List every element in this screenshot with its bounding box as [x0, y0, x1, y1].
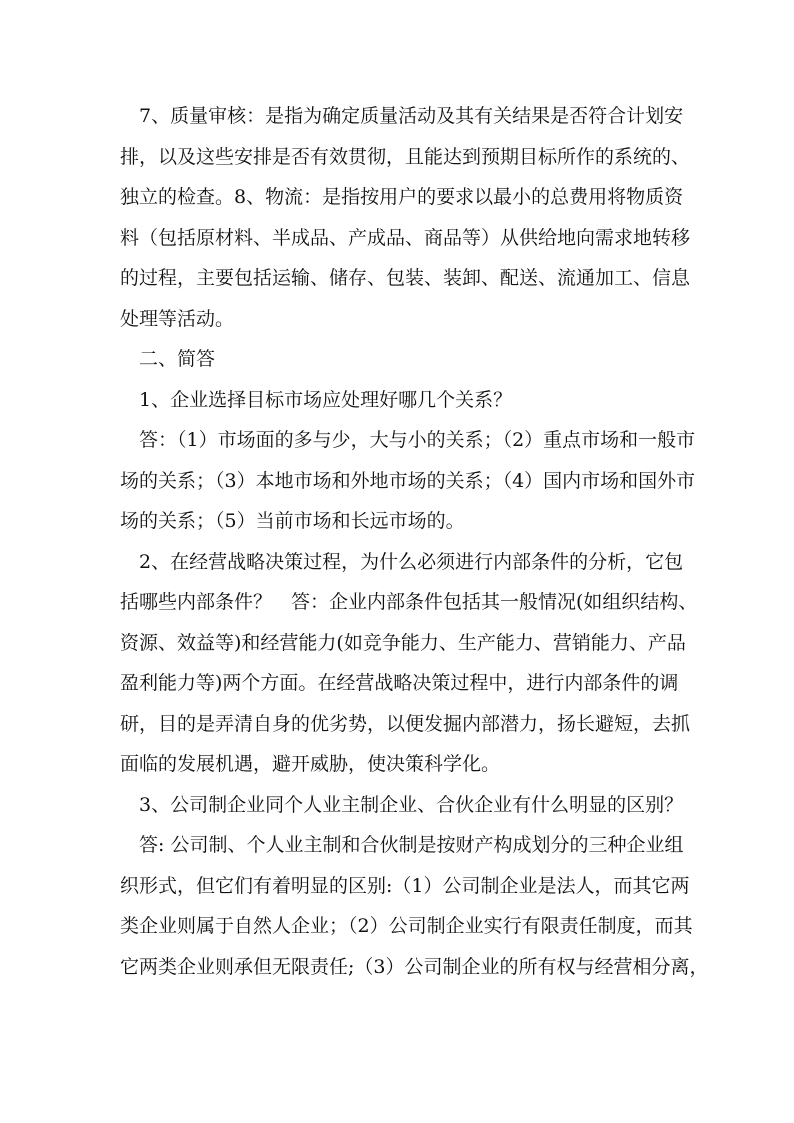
answer-3-line-2: 织形式，但它们有着明显的区别:（1）公司制企业是法人，而其它两 [120, 874, 690, 897]
question-3: 3、公司制企业同个人业主制企业、合伙企业有什么明显的区别？ [120, 793, 684, 816]
answer-2-line-4: 研，目的是弄清自身的优劣势，以便发掘内部潜力，扬长避短，去抓 [120, 712, 691, 735]
definition-logistics-line-1: 独立的检查。8、物流：是指按用户的要求以最小的总费用将物质资 [120, 186, 684, 208]
answer-1-line-1: 答：（1）市场面的多与少，大与小的关系；（2）重点市场和一般市 [120, 429, 696, 451]
question-2-line-1: 2、在经营战略决策过程，为什么必须进行内部条件的分析，它包 [120, 550, 684, 573]
answer-3-line-1: 答: 公司制、个人业主制和合伙制是按财产构成划分的三种企业组 [120, 834, 684, 856]
definition-logistics-line-3: 的过程，主要包括运输、储存、包装、装卸、配送、流通加工、信息 [120, 267, 691, 289]
answer-2-line-3: 盈利能力等)两个方面。在经营战略决策过程中，进行内部条件的调 [120, 672, 679, 694]
answer-1-line-3: 场的关系；（5）当前市场和长远市场的。 [120, 510, 465, 532]
question-1: 1、企业选择目标市场应处理好哪几个关系？ [120, 388, 513, 411]
definition-quality-audit-line-2: 排，以及这些安排是否有效贯彻，且能达到预期目标所作的系统的、 [120, 145, 691, 168]
section-heading-short-answer: 二、简答 [120, 348, 216, 370]
answer-1-line-2: 场的关系；（3）本地市场和外地市场的关系；（4）国内市场和国外市 [120, 469, 696, 492]
definition-logistics-line-2: 料（包括原材料、半成品、产成品、商品等）从供给地向需求地转移 [120, 226, 691, 249]
answer-2-line-5: 面临的发展机遇，避开威胁，使决策科学化。 [120, 753, 501, 775]
answer-2-line-2: 资源、效益等)和经营能力(如竞争能力、生产能力、营销能力、产品 [120, 631, 686, 654]
answer-3-line-4: 它两类企业则承但无限责任;（3）公司制企业的所有权与经营相分离， [120, 955, 709, 978]
definition-quality-audit-line-1: 7、质量审核：是指为确定质量活动及其有关结果是否符合计划安 [120, 105, 684, 127]
definition-logistics-line-4: 处理等活动。 [120, 307, 235, 330]
answer-3-line-3: 类企业则属于自然人企业；（2）公司制企业实行有限责任制度，而其 [120, 915, 693, 937]
question-2-answer-line-1: 括哪些内部条件？ 答：企业内部条件包括其一般情况(如组织结构、 [120, 591, 698, 613]
